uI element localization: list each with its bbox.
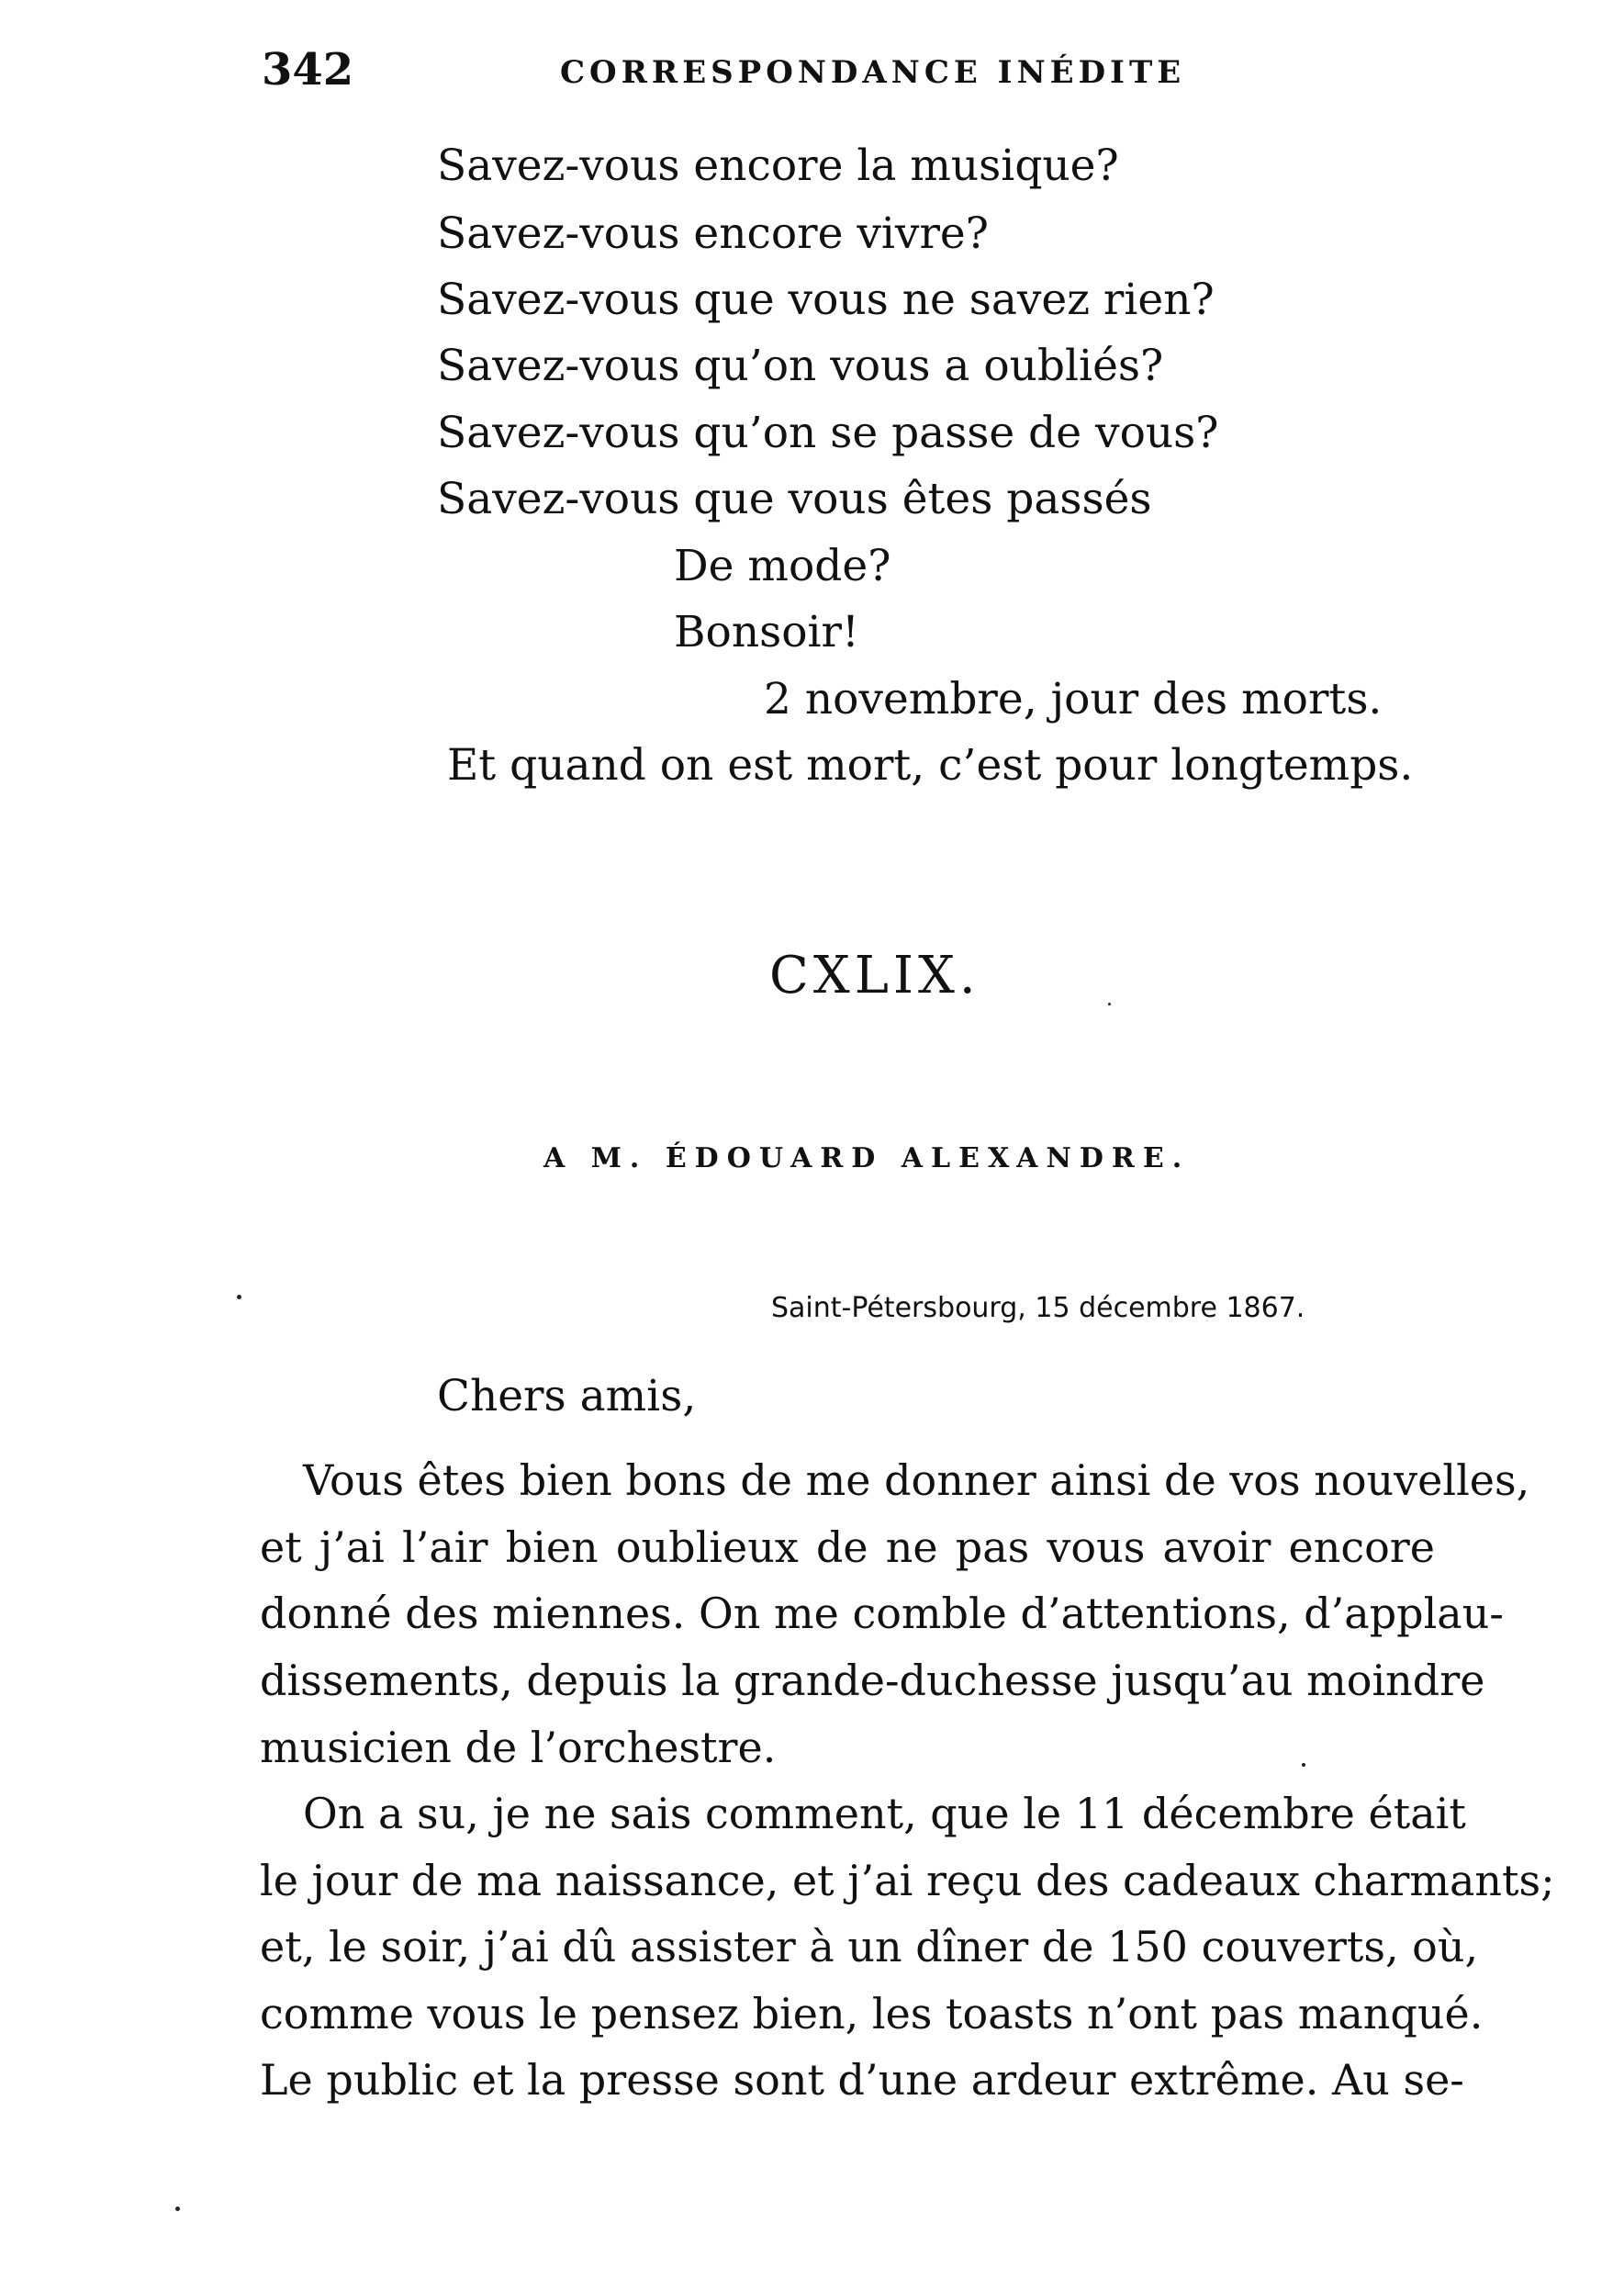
poem-line: Savez-vous que vous ne savez rien? <box>437 275 1215 325</box>
letter-dateline: Saint-Pétersbourg, 15 décembre 1867. <box>771 1292 1305 1324</box>
scan-speck <box>237 1295 241 1299</box>
poem-line: Bonsoir! <box>674 607 859 657</box>
paragraph-line: le jour de ma naissance, et j’ai reçu des cadeaux charmants; <box>260 1856 1555 1905</box>
letter-addressee: A M. ÉDOUARD ALEXANDRE. <box>543 1142 1191 1174</box>
paragraph-line: dissements, depuis la grande-duchesse jusqu’au moindre <box>260 1656 1485 1705</box>
poem-line: Savez-vous encore vivre? <box>437 208 989 259</box>
letter-salutation: Chers amis, <box>437 1371 697 1421</box>
scan-speck <box>175 2207 180 2211</box>
poem-line: Savez-vous que vous êtes passés <box>437 474 1152 524</box>
scan-speck <box>1108 1003 1111 1005</box>
poem-line: Savez-vous qu’on se passe de vous? <box>437 408 1219 458</box>
page-number: 342 <box>262 44 354 95</box>
paragraph-line: Le public et la presse sont d’une ardeur extrême. Au se- <box>260 2055 1464 2105</box>
poem-line: Savez-vous encore la musique? <box>437 140 1119 191</box>
paragraph-line: donné des miennes. On me comble d’attentions, d’applau- <box>260 1589 1504 1638</box>
paragraph-line: On a su, je ne sais comment, que le 11 décembre était <box>303 1789 1466 1838</box>
paragraph-line: comme vous le pensez bien, les toasts n’ont pas manqué. <box>260 1989 1484 2038</box>
poem-date-line: 2 novembre, jour des morts. <box>764 674 1383 724</box>
paragraph-line: musicien de l’orchestre. <box>260 1723 777 1772</box>
paragraph-line: Vous êtes bien bons de me donner ainsi de vos nouvelles, <box>303 1455 1530 1505</box>
scan-speck <box>1302 1763 1305 1767</box>
letter-numeral: CXLIX. <box>769 946 980 1005</box>
paragraph-line: et, le soir, j’ai dû assister à un dîner de 150 couverts, où, <box>260 1922 1479 1971</box>
poem-closing-line: Et quand on est mort, c’est pour longtemps. <box>447 740 1414 791</box>
poem-line: De mode? <box>674 541 891 591</box>
paragraph-line: et j’ai l’air bien oublieux de ne pas vous avoir encore <box>260 1522 1435 1572</box>
poem-line: Savez-vous qu’on vous a oubliés? <box>437 341 1164 391</box>
running-title: CORRESPONDANCE INÉDITE <box>560 54 1186 91</box>
